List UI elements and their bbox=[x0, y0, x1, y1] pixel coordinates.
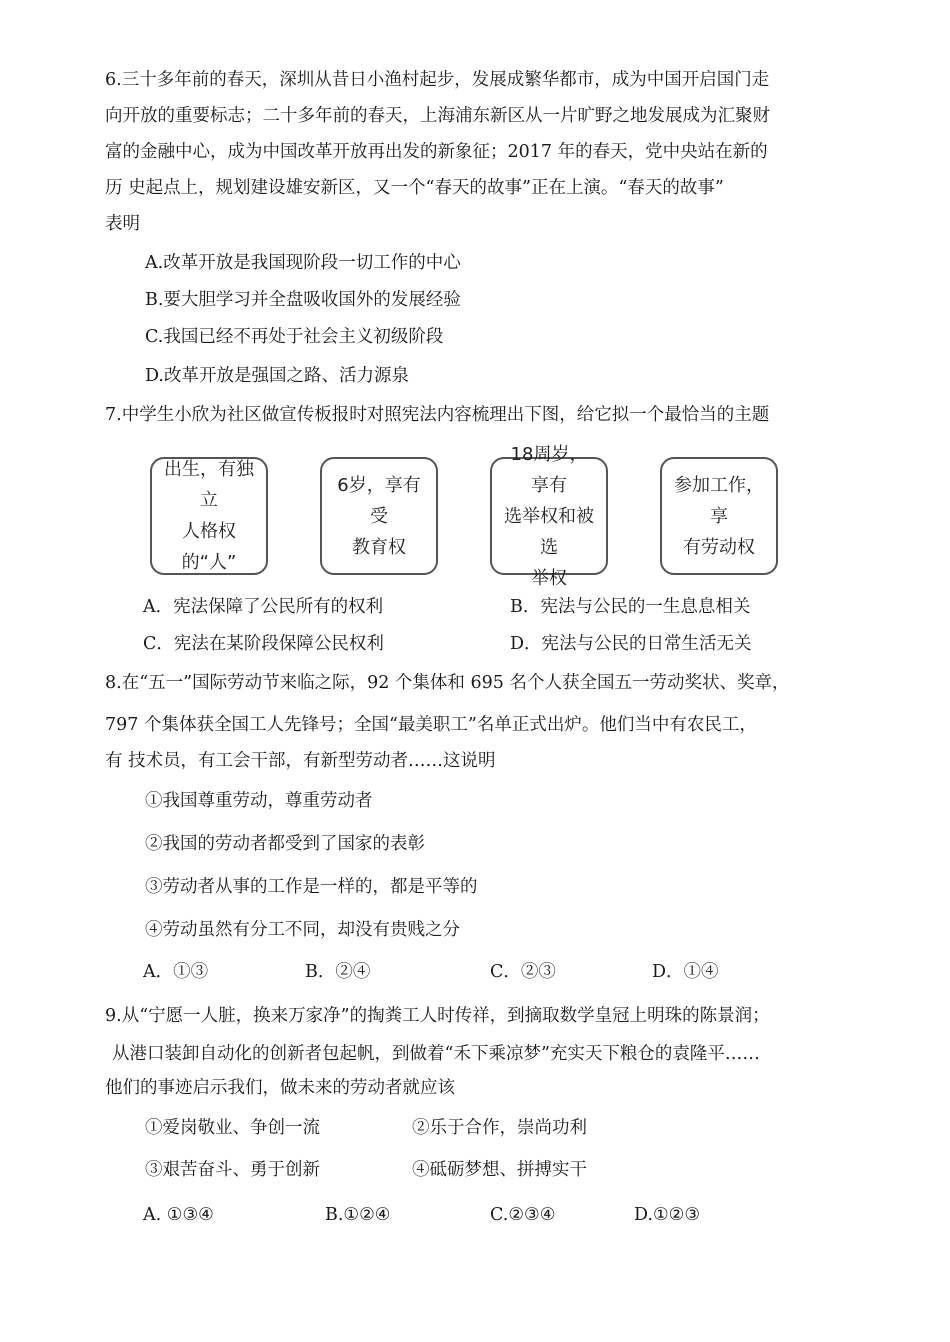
q6-stem-line-3: 富的金融中心，成为中国改革开放再出发的新象征；2017 年的春天，党中央站在新的 bbox=[105, 142, 768, 162]
q6-option-b: B.要大胆学习并全盘吸收国外的发展经验 bbox=[145, 290, 461, 310]
q8-item-4: ④劳动虽然有分工不同，却没有贵贱之分 bbox=[145, 920, 460, 940]
q7-box-work: 参加工作，享 有劳动权 bbox=[660, 457, 778, 575]
q9-item-4: ④砥砺梦想、拼搏实干 bbox=[412, 1160, 587, 1180]
q8-option-b: B．②④ bbox=[305, 962, 371, 982]
q6-option-d: D.改革开放是强国之路、活力源泉 bbox=[145, 366, 409, 386]
q7-option-a: A．宪法保障了公民所有的权利 bbox=[143, 597, 384, 617]
q7-option-c: C．宪法在某阶段保障公民权利 bbox=[143, 634, 384, 654]
q8-stem-line-3: 有 技术员，有工会干部，有新型劳动者……这说明 bbox=[105, 751, 496, 771]
q9-item-3: ③艰苦奋斗、勇于创新 bbox=[145, 1160, 320, 1180]
q8-item-3: ③劳动者从事的工作是一样的，都是平等的 bbox=[145, 877, 478, 897]
q7-option-d: D．宪法与公民的日常生活无关 bbox=[510, 634, 752, 654]
q9-option-c: C.②③④ bbox=[490, 1205, 556, 1225]
q8-item-1: ①我国尊重劳动，尊重劳动者 bbox=[145, 791, 373, 811]
q7-box-age-18: 18周岁，享有 选举权和被选 举权 bbox=[490, 457, 608, 575]
q6-stem-line-2: 向开放的重要标志；二十多年前的春天，上海浦东新区从一片旷野之地发展成为汇聚财 bbox=[105, 106, 770, 126]
q8-stem-line-1: 8.在“五一”国际劳动节来临之际，92 个集体和 695 名个人获全国五一劳动奖状、奖章， bbox=[105, 673, 790, 693]
q9-option-a: A. ①③④ bbox=[143, 1205, 214, 1225]
q8-stem-line-2: 797 个集体获全国工人先锋号；全国“最美职工”名单正式出炉。他们当中有农民工， bbox=[105, 715, 757, 735]
q6-option-a: A.改革开放是我国现阶段一切工作的中心 bbox=[145, 253, 461, 273]
q9-item-2: ②乐于合作，崇尚功利 bbox=[412, 1118, 587, 1138]
q8-option-c: C．②③ bbox=[490, 962, 556, 982]
q6-stem-line-5: 表明 bbox=[105, 214, 140, 234]
q8-option-a: A．①③ bbox=[143, 962, 209, 982]
q9-item-1: ①爱岗敬业、争创一流 bbox=[145, 1118, 320, 1138]
q9-option-d: D.①②③ bbox=[634, 1205, 701, 1225]
q6-stem-line-1: 6.三十多年前的春天，深圳从昔日小渔村起步，发展成繁华都市，成为中国开启国门走 bbox=[105, 70, 770, 90]
q9-stem-line-1: 9.从“宁愿一人脏，换来万家净”的掏粪工人时传祥，到摘取数学皇冠上明珠的陈景润； bbox=[105, 1006, 770, 1026]
q8-item-2: ②我国的劳动者都受到了国家的表彰 bbox=[145, 834, 425, 854]
q7-stem: 7.中学生小欣为社区做宣传板报时对照宪法内容梳理出下图，给它拟一个最恰当的主题 bbox=[105, 405, 770, 425]
q6-stem-line-4: 历 史起点上，规划建设雄安新区，又一个“春天的故事”正在上演。“春天的故事” bbox=[105, 178, 724, 198]
q9-option-b: B.①②④ bbox=[325, 1205, 391, 1225]
q9-stem-line-3: 他们的事迹启示我们，做未来的劳动者就应该 bbox=[105, 1078, 455, 1098]
q7-box-birth: 出生，有独立 人格权的“人” bbox=[150, 457, 268, 575]
q7-box-age-6: 6岁，享有受 教育权 bbox=[320, 457, 438, 575]
q8-option-d: D．①④ bbox=[652, 962, 719, 982]
q7-option-b: B．宪法与公民的一生息息相关 bbox=[510, 597, 751, 617]
q9-stem-line-2: 从港口装卸自动化的创新者包起帆，到做着“禾下乘凉梦”充实天下粮仓的袁隆平…… bbox=[112, 1044, 760, 1064]
q6-option-c: C.我国已经不再处于社会主义初级阶段 bbox=[145, 327, 444, 347]
q7-diagram bbox=[150, 443, 790, 589]
